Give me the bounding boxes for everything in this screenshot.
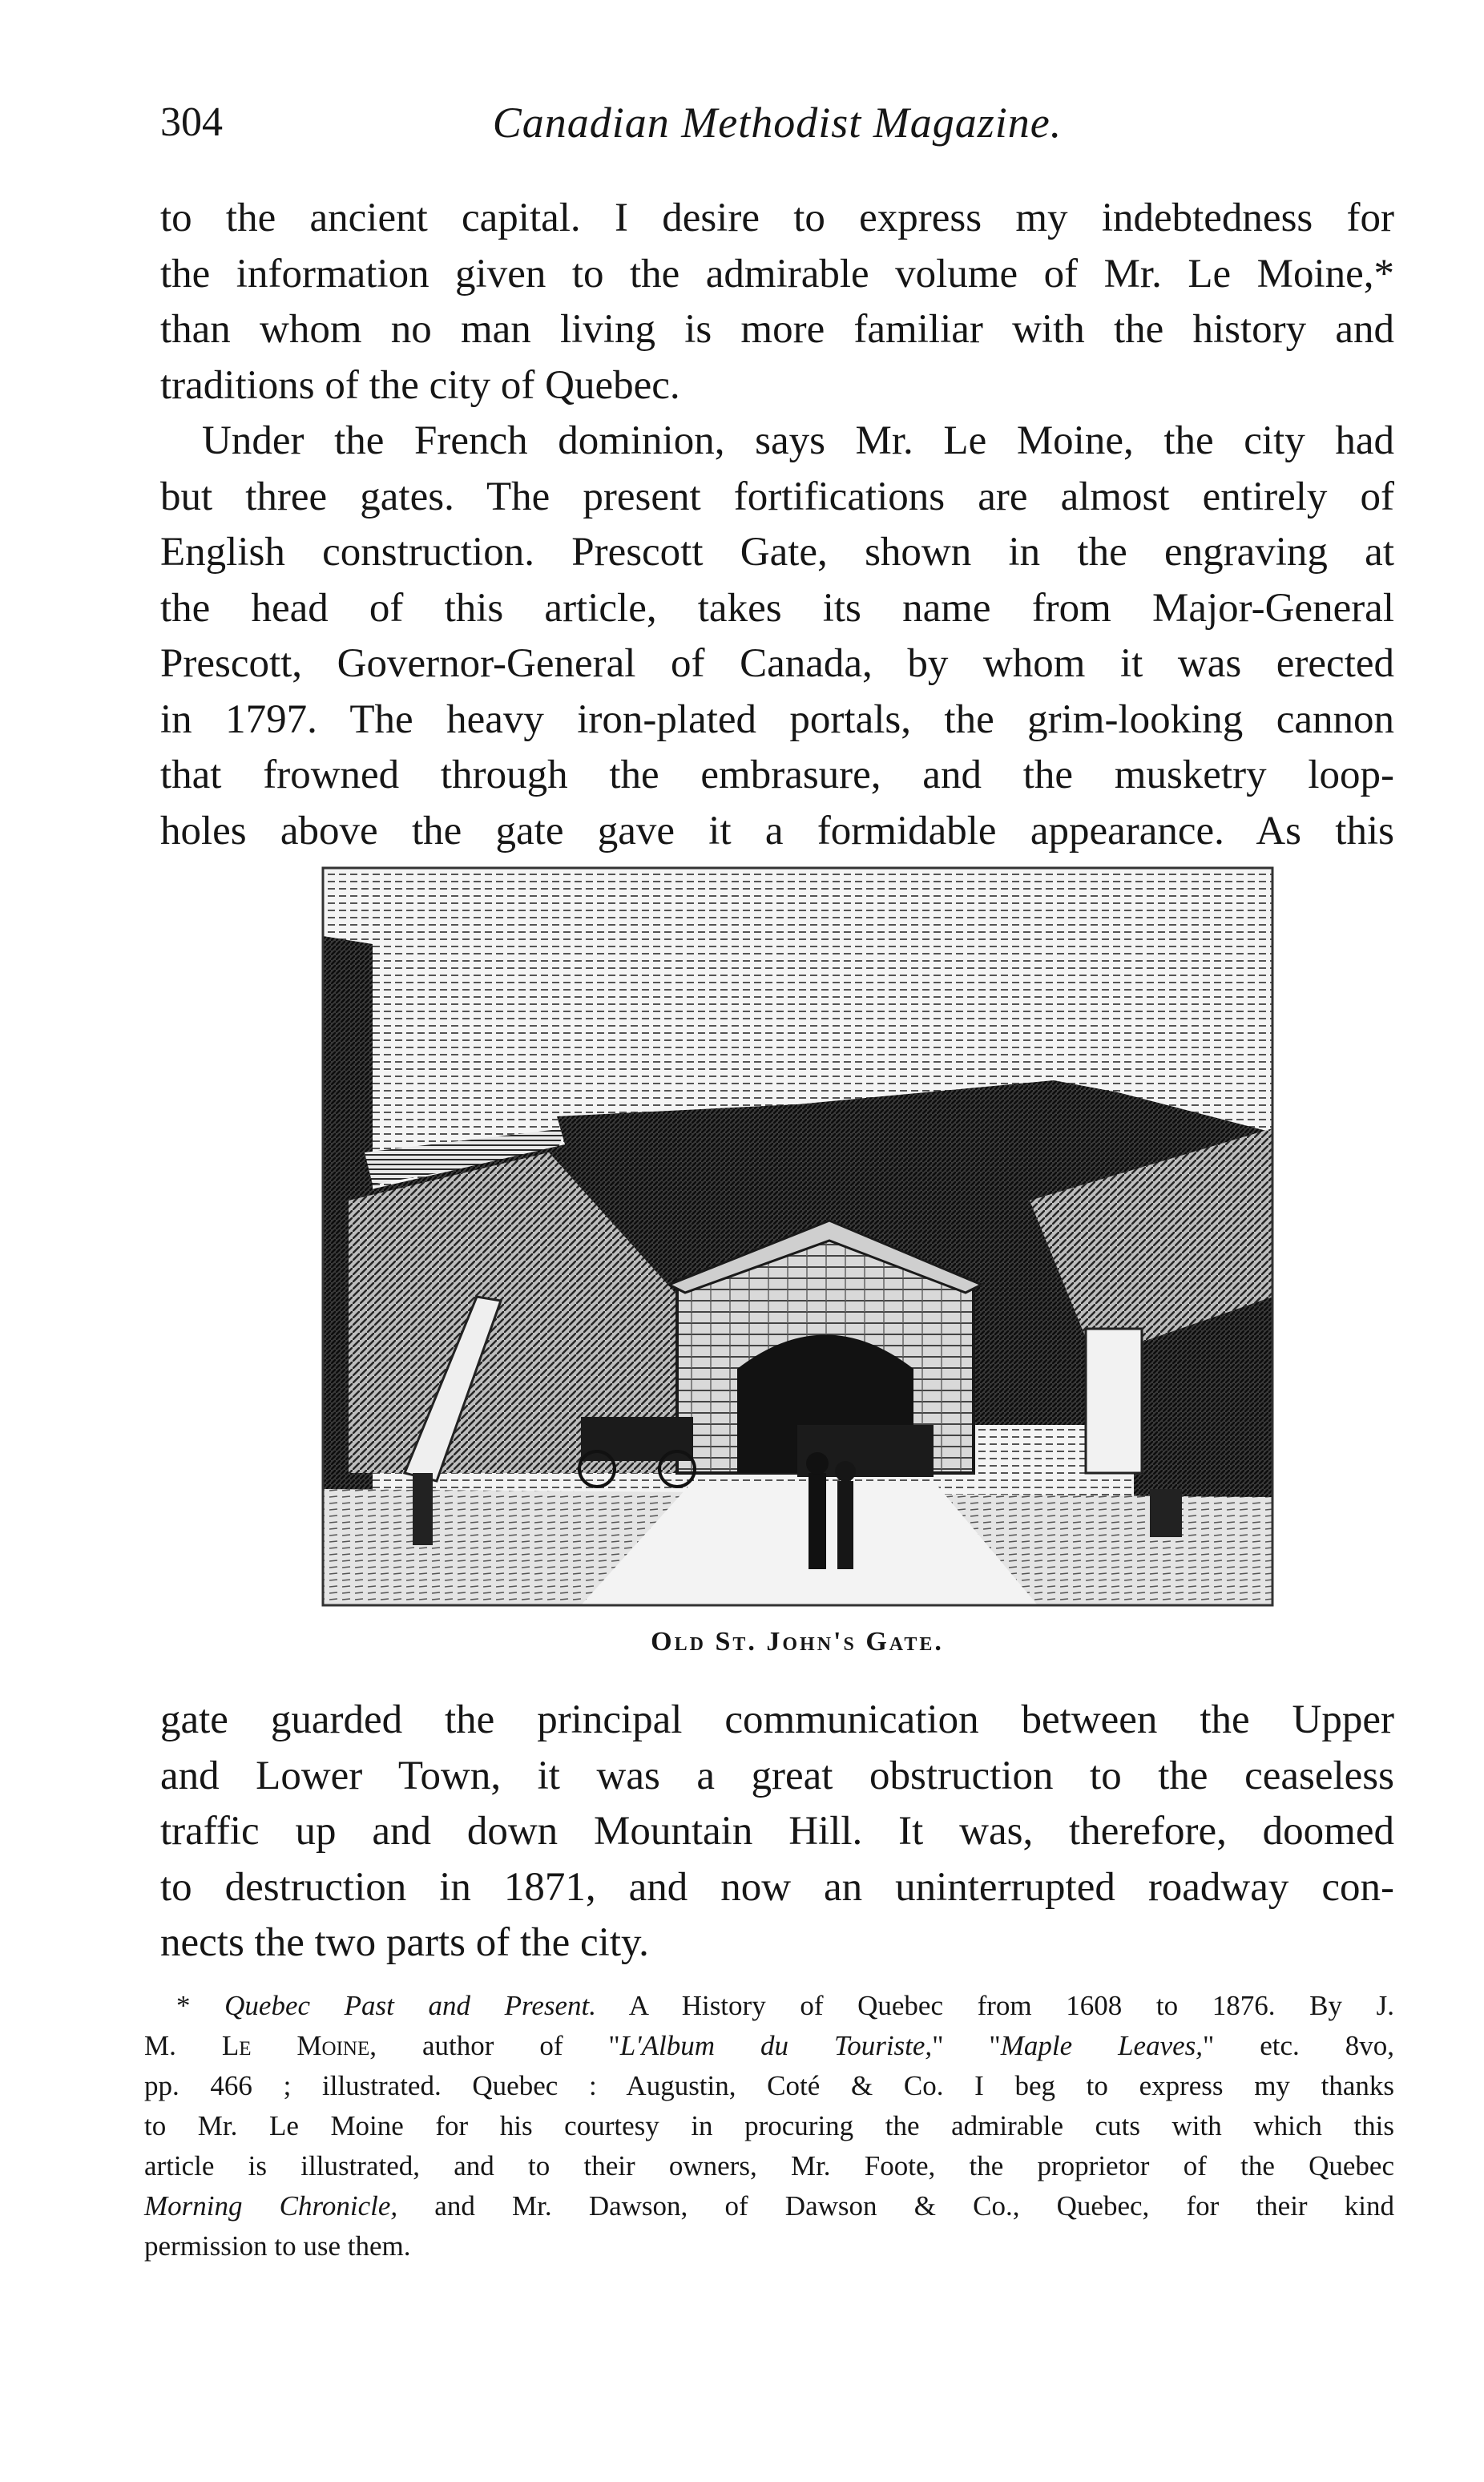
text-line: Under the French dominion, says Mr. Le Moine, the city had [202,418,1394,463]
text-line: and Lower Town, it was a great obstruction to the ceaseless [160,1753,1394,1798]
page-number: 304 [160,99,223,145]
text-line: holes above the gate gave it a formidable appearance. As this [160,808,1394,854]
gate-engraving-illustration [317,864,1278,1613]
footnote-text: and Mr. Dawson, of Dawson & Co., Quebec, for their kind [397,2190,1394,2222]
text-line: traditions of the city of Quebec. [160,362,680,408]
paragraph-3 [160,1693,1394,1971]
text-line: traffic up and down Mountain Hill. It was, therefore, doomed [160,1809,1394,1854]
footnote-text: M. [144,2030,222,2061]
paragraph-1 [160,191,1394,414]
running-title: Canadian Methodist Magazine. [492,99,1063,147]
text-line: to destruction in 1871, and now an uninterrupted roadway con- [160,1864,1394,1910]
body-text-bottom [160,1693,1394,1971]
newspaper-title: Morning Chronicle, [144,2190,398,2222]
figure-caption: Old St. John's Gate. [651,1627,944,1657]
footnote-text: " etc. 8vo, [1203,2030,1395,2061]
footnote-line [144,2186,1394,2226]
footnote-line: pp. 466 ; illustrated. Quebec : Augustin, Coté & Co. I beg to express my thanks [144,2070,1394,2101]
text-line: Prescott, Governor-General of Canada, by whom it was erected [160,641,1394,686]
text-line: the head of this article, takes its name from Major-General [160,585,1394,631]
footnote-line: article is illustrated, and to their owners, Mr. Foote, the proprietor of the Quebec [144,2150,1394,2181]
text-line: than whom no man living is more familiar with the history and [160,307,1394,352]
text-line: nects the two parts of the city. [160,1920,649,1965]
footnote-line: to Mr. Le Moine for his courtesy in procuring the admirable cuts with which this [144,2110,1394,2141]
engraving-figure [317,864,1278,1613]
page-header [160,95,1394,159]
text-line: but three gates. The present fortifications are almost entirely of [160,474,1394,519]
footnote-marker: * [176,1990,225,2021]
footnote-text: A History of Quebec from 1608 to 1876. By J. [596,1990,1394,2021]
text-line: English construction. Prescott Gate, shown in the engraving at [160,530,1394,575]
footnote-text: , author of " [369,2030,620,2061]
footnote-text: " " [932,2030,1001,2061]
footnote-line [144,2026,1394,2066]
text-line: that frowned through the embrasure, and the musketry loop- [160,753,1394,797]
cited-book-title: Quebec Past and Present. [224,1990,597,2021]
author-name: Le Moine [221,2030,370,2061]
paragraph-2 [160,414,1394,859]
text-line: the information given to the admirable volume of Mr. Le Moine,* [160,251,1394,297]
footnote-line: permission to use them. [144,2230,411,2262]
footnote [144,1986,1394,2266]
cited-work-title: L'Album du Touriste, [619,2030,933,2061]
cited-work-title: Maple Leaves, [1000,2030,1204,2061]
body-text-top [160,191,1394,859]
footnote-line [144,1986,1394,2026]
text-line: in 1797. The heavy iron-plated portals, the grim-looking cannon [160,696,1394,742]
text-line: to the ancient capital. I desire to express my indebtedness for [160,196,1394,240]
text-line: gate guarded the principal communication between the Upper [160,1697,1394,1742]
